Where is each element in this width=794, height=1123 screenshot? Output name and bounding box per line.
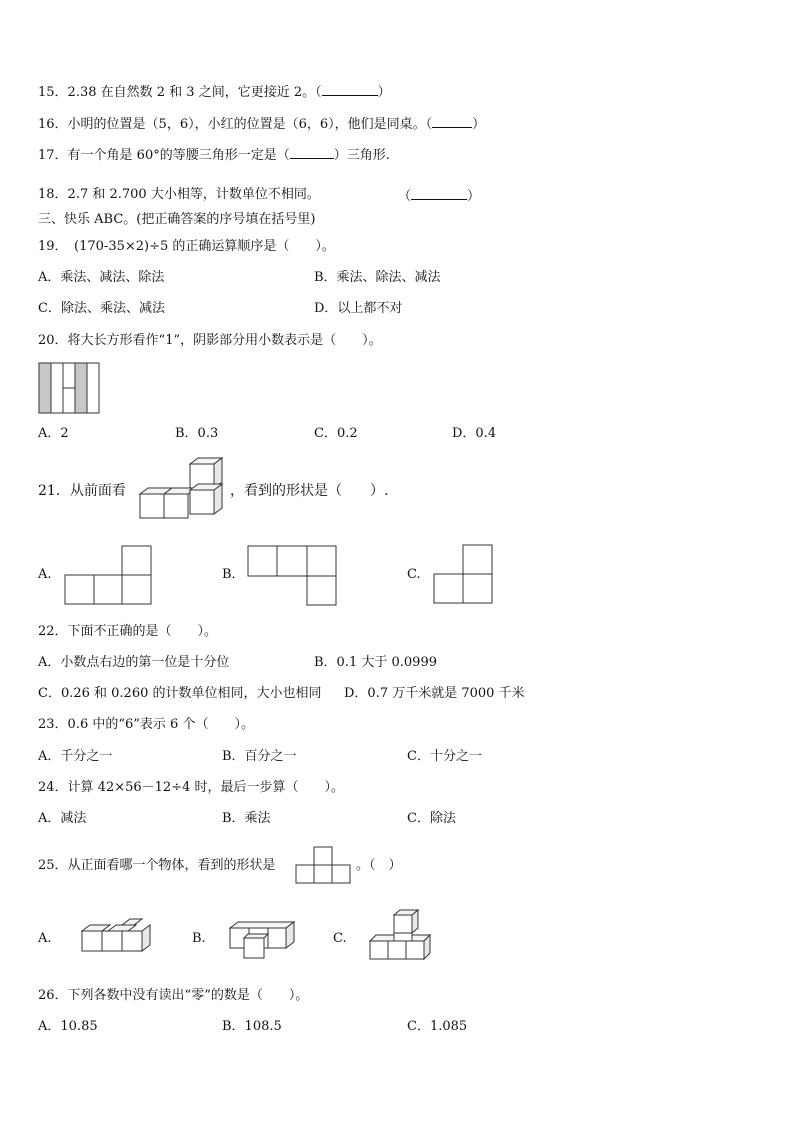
q17-answer-blank[interactable] xyxy=(290,146,334,159)
q24-option-a[interactable]: A．减法 xyxy=(38,811,87,826)
question-26: 26．下列各数中没有读出“零”的数是（ ）。 xyxy=(38,988,309,1003)
q22-option-c[interactable]: C．0.26 和 0.260 的计数单位相同，大小也相同 xyxy=(38,686,322,701)
question-25-suffix: 。（ ） xyxy=(356,858,402,873)
q15-answer-blank[interactable] xyxy=(322,83,378,96)
question-15 xyxy=(38,83,391,101)
q19-option-c[interactable]: C．除法、乘法、减法 xyxy=(38,301,165,316)
q19-option-a[interactable]: A．乘法、减法、除法 xyxy=(38,270,165,285)
question-25-prefix: 25．从正面看哪一个物体，看到的形状是 xyxy=(38,858,276,873)
q25-option-b-label[interactable]: B. xyxy=(192,931,206,946)
q19-option-d[interactable]: D．以上都不对 xyxy=(314,301,403,316)
question-23: 23．0.6 中的“6”表示 6 个（ ）。 xyxy=(38,717,254,732)
q15-text: 15．2.38 在自然数 2 和 3 之间，它更接近 2。（ xyxy=(38,85,322,100)
q22-option-b[interactable]: B．0.1 大于 0.0999 xyxy=(314,655,437,670)
q21-3d-cube-figure xyxy=(138,456,228,522)
q21-option-b-label[interactable]: B． xyxy=(222,567,245,582)
q20-option-a[interactable]: A．2 xyxy=(38,426,69,441)
q20-rectangle-figure xyxy=(38,362,100,414)
question-21-prefix: 21．从前面看 xyxy=(38,483,126,499)
q25-front-view-shape xyxy=(295,846,355,886)
question-24: 24．计算 42×56－12÷4 时，最后一步算（ ）。 xyxy=(38,780,344,795)
section-heading: 三、快乐 ABC。(把正确答案的序号填在括号里) xyxy=(38,212,316,227)
q18-answer-blank[interactable] xyxy=(411,187,467,200)
q26-option-c[interactable]: C．1.085 xyxy=(407,1019,468,1034)
question-22: 22．下面不正确的是（ ）。 xyxy=(38,624,218,639)
q18-open: （ xyxy=(398,189,412,204)
q26-option-b[interactable]: B．108.5 xyxy=(222,1019,282,1034)
q16-answer-blank[interactable] xyxy=(432,115,472,128)
q24-option-b[interactable]: B．乘法 xyxy=(222,811,271,826)
question-18 xyxy=(38,187,320,203)
q25-option-c-label[interactable]: C. xyxy=(333,931,347,946)
q25-option-a-object[interactable] xyxy=(80,918,152,958)
q20-option-d[interactable]: D．0.4 xyxy=(452,426,497,441)
q22-option-a[interactable]: A．小数点右边的第一位是十分位 xyxy=(38,655,230,670)
q20-option-c[interactable]: C．0.2 xyxy=(314,426,358,441)
q16-close: ） xyxy=(472,117,486,132)
q26-option-a[interactable]: A．10.85 xyxy=(38,1019,98,1034)
q25-option-a-label[interactable]: A. xyxy=(38,931,52,946)
q23-option-b[interactable]: B．百分之一 xyxy=(222,749,297,764)
q21-option-c-label[interactable]: C. xyxy=(407,567,421,582)
q23-option-a[interactable]: A．千分之一 xyxy=(38,749,113,764)
q21-option-c-shape[interactable] xyxy=(433,544,495,606)
q18-text: 18．2.7 和 2.700 大小相等，计数单位不相同。 xyxy=(38,187,320,202)
question-21-suffix: ，看到的形状是（ ）. xyxy=(230,483,389,499)
question-20: 20．将大长方形看作“1”，阴影部分用小数表示是（ ）。 xyxy=(38,333,382,348)
q17-text: 17．有一个角是 60°的等腰三角形一定是（ xyxy=(38,148,290,163)
q15-close: ） xyxy=(377,85,391,100)
q25-option-b-object[interactable] xyxy=(228,918,300,962)
q16-text: 16．小明的位置是（5，6），小红的位置是（6，6），他们是同桌。（ xyxy=(38,117,433,132)
question-16 xyxy=(38,115,485,133)
q21-option-b-shape[interactable] xyxy=(247,545,339,607)
q19-option-b[interactable]: B．乘法、除法、减法 xyxy=(314,270,441,285)
q17-tail: ）三角形. xyxy=(333,148,390,163)
q21-option-a-label[interactable]: A. xyxy=(38,567,52,582)
q20-option-b[interactable]: B．0.3 xyxy=(175,426,219,441)
q18-close: ） xyxy=(467,189,481,204)
question-17 xyxy=(38,146,390,164)
q18-answer xyxy=(398,187,480,205)
q21-option-a-shape[interactable] xyxy=(64,545,154,607)
q25-option-c-object[interactable] xyxy=(368,909,438,965)
q24-option-c[interactable]: C．除法 xyxy=(407,811,456,826)
question-19: 19． (170-35×2)÷5 的正确运算顺序是（ ）。 xyxy=(38,239,335,254)
q22-option-d[interactable]: D．0.7 万千米就是 7000 千米 xyxy=(344,686,525,701)
q23-option-c[interactable]: C．十分之一 xyxy=(407,749,482,764)
